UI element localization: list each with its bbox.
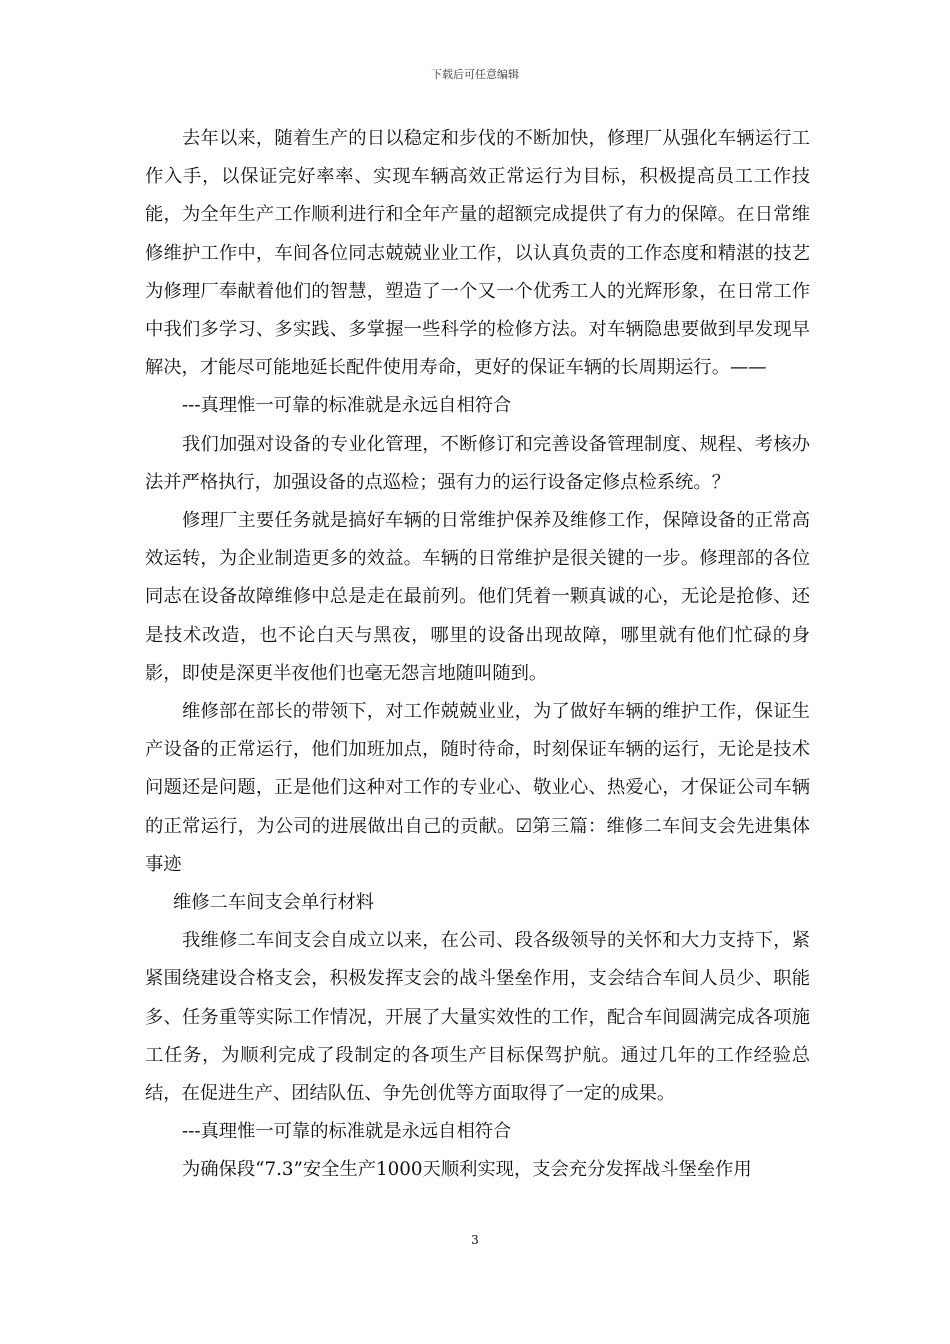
section-subtitle: 维修二车间支会单行材料 [173,892,375,914]
paragraph-4: 维修部在部长的带领下，对工作兢兢业业，为了做好车辆的维护工作，保证生产设备的正常运行，他们加班加点，随时待命，时刻保证车辆的运行，无论是技术问题还是问题，正是他们这种对工作的专业心、敬业心、热爱心，才保证公司车辆的正常运行，为公司的进展做出自己的贡献。☑第三篇：维修二车间支会先进集体事迹 [145,701,810,875]
page-number: 3 [471,1233,479,1247]
quote-line-1: ---真理惟一可靠的标准就是永远自相符合 [182,395,512,417]
page-header: 下载后可任意编辑 [431,68,519,81]
paragraph-1: 去年以来，随着生产的日以稳定和步伐的不断加快，修理厂从强化车辆运行工作入手，以保证完好率率、实现车辆高效正常运行为目标，积极提高员工工作技能，为全年生产工作顺利进行和全年产量的超额完成提供了有力的保障。在日常维修维护工作中，车间各位同志兢兢业业工作，以认真负责的工作态度和精湛的技艺为修理厂奉献着他们的智慧，塑造了一个又一个优秀工人的光辉形象，在日常工作中我们多学习、多实践、多掌握一些科学的检修方法。对车辆隐患要做到早发现早解决，才能尽可能地延长配件使用寿命，更好的保证车辆的长周期运行。—— [145,128,810,379]
paragraph-3: 修理厂主要任务就是搞好车辆的日常维护保养及维修工作，保障设备的正常高效运转，为企业制造更多的效益。车辆的日常维护是很关键的一步。修理部的各位同志在设备故障维修中总是走在最前列。他们凭着一颗真诚的心，无论是抢修、还是技术改造，也不论白天与黑夜，哪里的设备出现故障，哪里就有他们忙碌的身影，即使是深更半夜他们也毫无怨言地随叫随到。 [145,510,810,684]
paragraph-6: 为确保段“7.3”安全生产1000天顺利实现，支会充分发挥战斗堡垒作用 [182,1159,752,1181]
quote-line-2: ---真理惟一可靠的标准就是永远自相符合 [182,1121,512,1143]
document-body [145,120,810,1190]
paragraph-5: 我维修二车间支会自成立以来，在公司、段各级领导的关怀和大力支持下，紧紧围绕建设合格支会，积极发挥支会的战斗堡垒作用，支会结合车间人员少、职能多、任务重等实际工作情况，开展了大量实效性的工作，配合车间圆满完成各项施工任务，为顺利完成了段制定的各项生产目标保驾护航。通过几年的工作经验总结，在促进生产、团结队伍、争先创优等方面取得了一定的成果。 [145,930,810,1105]
paragraph-2: 我们加强对设备的专业化管理，不断修订和完善设备管理制度、规程、考核办法并严格执行，加强设备的点巡检；强有力的运行设备定修点检系统。？ [145,433,810,493]
